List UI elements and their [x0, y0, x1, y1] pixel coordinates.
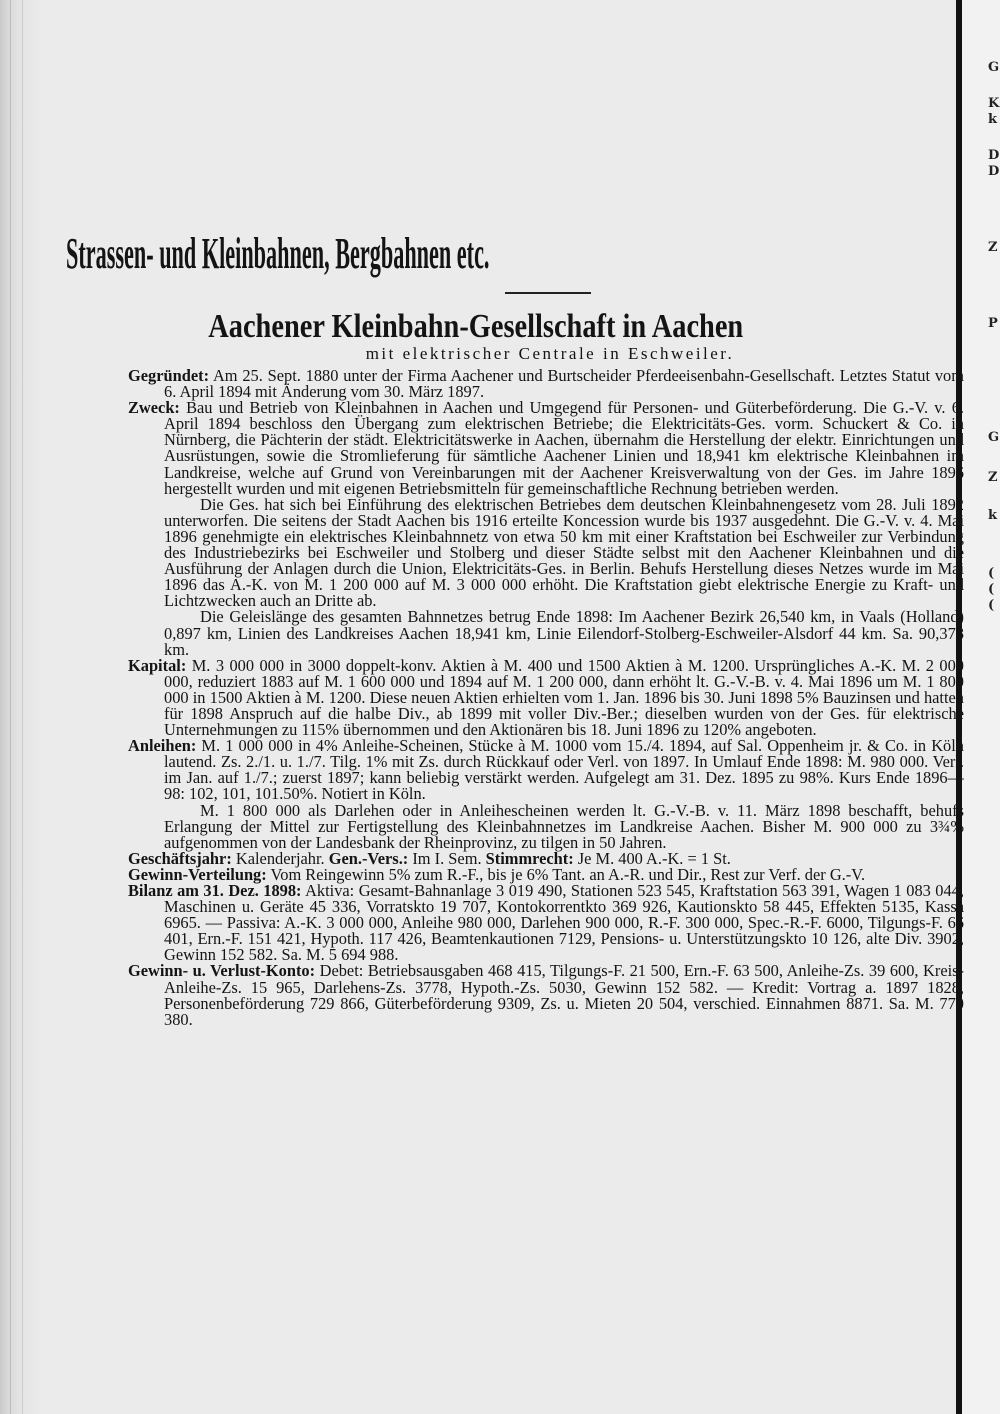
section-text: Aktiva: Gesamt-Bahnanlage 3 019 490, Stationen 523 545, Kraftstation 563 391, Wagen 1 083 044, Maschinen u. Geräte 45 336, Vorratskto 19 707, Kontokorrentkto 369 926, Kautionskto 58 445, Effekten 5135, Kassa 6965. — Passiva: A.-K. 3 000 000, Anleihe 980 000, Darlehen 900 000, R.-F. 300 000, Spec.-R.-F. 6000, Tilgungs-F. 66 401, Ern.-F. 151 421, Hypoth. 117 426, Beamtenkautionen 7129, Pensions- u. Unterstützungskto 10 126, alte Div. 3902, Gewinn 152 582. Sa. M. 5 694 988. [164, 881, 964, 965]
page-title: Strassen- und Kleinbahnen, Bergbahnen etc. [66, 229, 490, 278]
section-loans-cont [128, 800, 964, 852]
adjacent-fragment: k [988, 508, 998, 523]
entry-body [128, 368, 964, 1028]
title-divider [505, 292, 591, 294]
section-balance [128, 883, 964, 963]
section-label: Bilanz am 31. Dez. 1898: [128, 881, 302, 900]
section-label: Gegründet: [128, 368, 210, 385]
company-subtitle: mit elektrischer Centrale in Eschweiler. [365, 344, 735, 363]
adjacent-fragment: ( [988, 582, 995, 597]
section-label: Gewinn-Verteilung: [128, 864, 267, 884]
section-text: M. 1 800 000 als Darlehen oder in Anleihescheinen werden lt. G.-V.-B. v. 11. März 1898 beschafft, behufs Erlangung der Mittel zur Fertigstellung des Kleinbahnnetzes im Landkreise Aachen. Bisher M. 900 000 zu 3¾% aufgenommen von der Landesbank der Rheinprovinz, zu tilgen in 50 Jahren. [164, 800, 964, 852]
adjacent-fragment: Z [988, 470, 998, 485]
book-gutter [0, 0, 42, 1414]
adjacent-fragment: K [988, 96, 1000, 111]
adjacent-fragment: G [988, 430, 1000, 445]
adjacent-fragment: D [988, 148, 1000, 163]
section-label: Zweck: [128, 398, 180, 418]
section-text: Am 25. Sept. 1880 unter der Firma Aachener und Burtscheider Pferdeeisenbahn-Gesellschaft. Letztes Statut vom 6. April 1894 mit Änderung vom 30. März 1897. [164, 368, 964, 402]
section-text: M. 3 000 000 in 3000 doppelt-konv. Aktien à M. 400 und 1500 Aktien à M. 1200. Ursprüngliches A.-K. M. 2 000 000, reduziert 1883 auf M. 1 600 000 und 1894 auf M. 1 200 000, dann erhöht lt. G.-V.-B. v. 4. Mai 1896 um M. 1 800 000 in 1500 Aktien à M. 1200. Diese neuen Aktien erhielten vom 1. Jan. 1896 bis 30. Juni 1898 5% Bauzinsen und hatten für 1898 Anspruch auf die halbe Div., ab 1899 mit voller Div.-Ber.; dieselben wurden von der Ges. für elektrische Unternehmungen zu 115% übernommen und den Aktionären bis 18. Juni 1896 zu 120% angeboten. [164, 655, 964, 740]
section-text: M. 1 000 000 in 4% Anleihe-Scheinen, Stücke à M. 1000 vom 15./4. 1894, auf Sal. Oppenheim jr. & Co. in Köln lautend. Zs. 2./1. u. 1./7. Tilg. 1% mit Zs. durch Rückkauf oder Verl. von 1897. In Umlauf Ende 1898: M. 980 000. Verl. im Jan. auf 1./7.; zuerst 1897; kann beliebig verstärkt werden. Aufgelegt am 31. Dez. 1895 zu 98%. Kurs Ende 1896—98: 102, 101, 101.50%. Notiert in Köln. [164, 736, 964, 804]
section-text: Die Ges. hat sich bei Einführung des elektrischen Betriebes dem deutschen Kleinbahnengesetz vom 28. Juli 1892 unterworfen. Die seitens der Stadt Aachen bis 1916 erteilte Koncession wurde bis 1937 ausgedehnt. Die G.-V. v. 4. Mai 1896 genehmigte ein elektrisches Kleinbahnnetz von etwa 50 km mit einer Kraftstation bei Eschweiler zur Verbindung des Industriebezirks bei Eschweiler und Stolberg und dieser Städte selbst mit den Aachener Kleinbahnen und die Ausführung der Anlagen durch die Union, Elektricitäts-Ges. in Berlin. Behufs Herstellung dieses Netzes wurde im Mai 1896 das A.-K. von M. 1 200 000 auf M. 3 000 000 erhöht. Die Kraftstation giebt elektrische Energie zu Kraft- und Lichtzwecken auch an Dritte ab. [164, 494, 964, 611]
adjacent-fragment: k [988, 112, 998, 127]
section-loans [128, 738, 964, 802]
section-capital [128, 655, 964, 740]
section-label: Gewinn- u. Verlust-Konto: [128, 961, 316, 981]
section-label: Stimmrecht: [485, 848, 574, 868]
section-text: Kalenderjahr. [231, 848, 329, 868]
adjacent-fragment: Z [988, 240, 998, 255]
adjacent-fragment: ( [988, 566, 995, 581]
adjacent-fragment: G [988, 60, 1000, 75]
section-profit-loss [128, 963, 964, 1027]
section-purpose [128, 400, 964, 497]
section-purpose-cont [128, 494, 964, 611]
section-text: Vom Reingewinn 5% zum R.-F., bis je 6% Tant. an A.-R. und Dir., Rest zur Verf. der G.-V. [266, 864, 866, 884]
section-track-length [128, 609, 964, 657]
section-founded [128, 368, 964, 400]
section-label: Kapital: [128, 655, 187, 675]
section-text: Je M. 400 A.-K. = 1 St. [573, 848, 731, 868]
section-text: Die Geleislänge des gesamten Bahnnetzes betrug Ende 1898: Im Aachener Bezirk 26,540 km, in Vaals (Holland) 0,897 km, Linien des Landkreises Aachen 18,941 km, Linie Eilendorf-Stolberg-Eschweiler-Alsdorf 44 km. Sa. 90,378 km. [164, 607, 964, 659]
section-text: Bau und Betrieb von Kleinbahnen in Aachen und Umgegend für Personen- und Güterbeförderung. Die G.-V. v. 6. April 1894 beschloss den Übergang zum elektrischen Betriebe; die Elektricitäts-Ges. vorm. Schuckert & Co. in Nürnberg, die Pächterin der städt. Elektricitätswerke in Aachen, übernahm die Herstellung der elektr. Einrichtungen und Ausrüstungen, sowie die Stromlieferung für sämtliche Aachener Linien und 18,941 km elektrische Kleinbahnen im Landkreise, welche auf Grund von Vereinbarungen mit der Aachener Kreisverwaltung von der Ges. im Jahre 1896 hergestellt wurden und mit eigenen Betriebsmitteln für gemeinschaftliche Rechnung betrieben werden. [164, 398, 964, 498]
adjacent-page-strip [962, 0, 1000, 1414]
adjacent-fragment: D [988, 164, 1000, 179]
section-text: Debet: Betriebsausgaben 468 415, Tilgungs-F. 21 500, Ern.-F. 63 500, Anleihe-Zs. 39 600, Kreis-Anleihe-Zs. 15 965, Darlehens-Zs. 3778, Hypoth.-Zs. 5030, Gewinn 152 582. — Kredit: Vortrag a. 1897 1828, Personenbeförderung 729 866, Güterbeförderung 9309, Zs. u. Mieten 20 504, verschied. Einnahmen 8871. Sa. M. 770 380. [164, 961, 964, 1028]
section-label: Gen.-Vers.: [328, 848, 409, 868]
section-text: Im I. Sem. [408, 848, 486, 868]
adjacent-fragment: P [988, 316, 998, 331]
section-label: Geschäftsjahr: [128, 848, 232, 868]
company-name: Aachener Kleinbahn-Gesellschaft in Aachen [208, 308, 744, 345]
adjacent-fragment: ( [988, 598, 995, 613]
section-label: Anleihen: [128, 736, 197, 756]
